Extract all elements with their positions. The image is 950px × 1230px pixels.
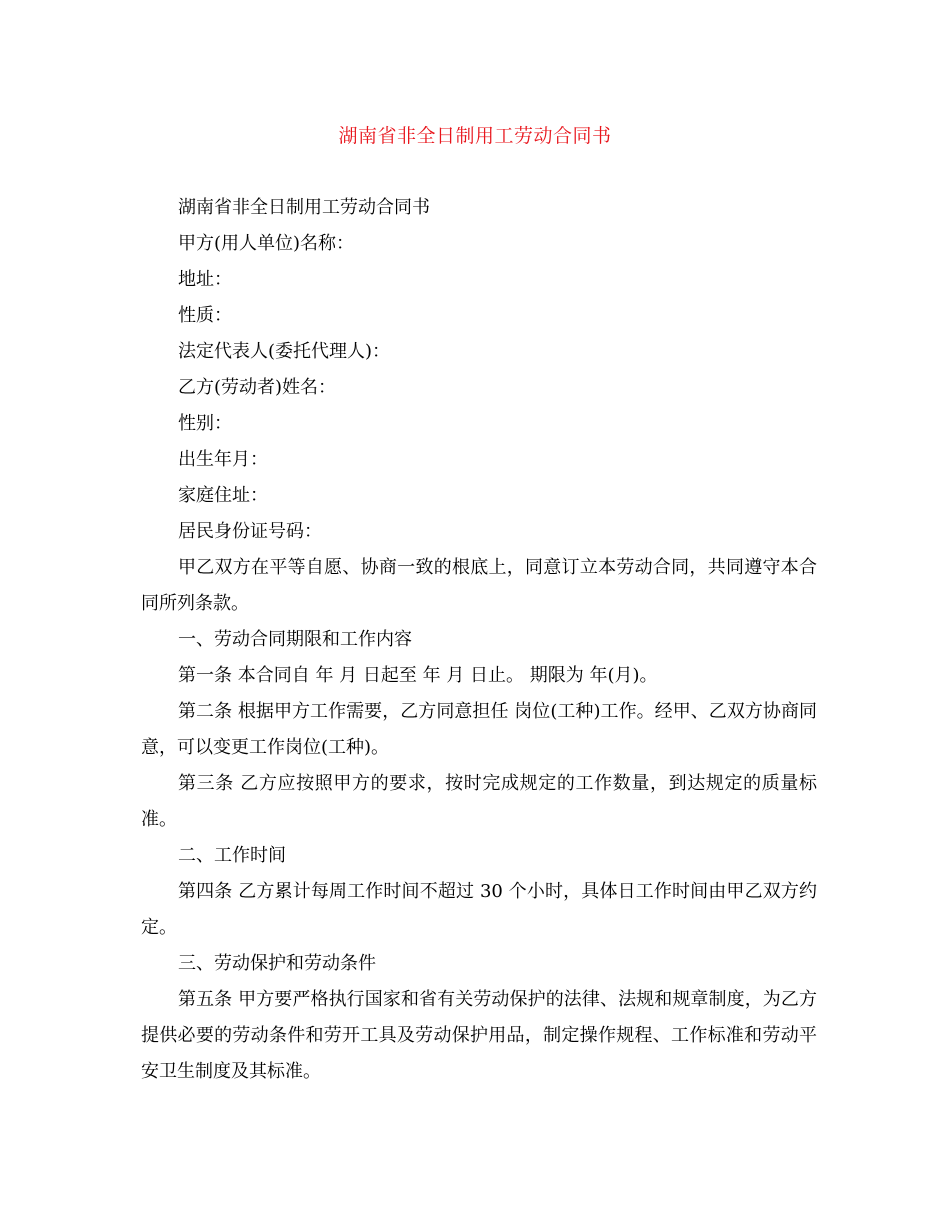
paragraph-home-address: 家庭住址： xyxy=(178,485,268,506)
section-heading-1: 一、劳动合同期限和工作内容 xyxy=(178,629,412,650)
document-title: 湖南省非全日制用工劳动合同书 xyxy=(338,125,612,147)
document-body xyxy=(141,190,817,1090)
paragraph-id-number: 居民身份证号码： xyxy=(178,521,322,542)
paragraph-birth-date: 出生年月： xyxy=(178,449,268,470)
paragraph-legal-representative: 法定代表人(委托代理人)： xyxy=(178,341,391,362)
section-heading-3: 三、劳动保护和劳动条件 xyxy=(178,953,376,974)
article-1: 第一条 本合同自 年 月 日起至 年 月 日止。 期限为 年(月)。 xyxy=(178,665,658,686)
paragraph-address: 地址： xyxy=(178,269,232,290)
paragraph-agreement: 甲乙双方在平等自愿、协商一致的根底上，同意订立本劳动合同，共同遵守本合同所列条款。 xyxy=(141,557,817,614)
paragraph-party-b-name: 乙方(劳动者)姓名： xyxy=(178,377,337,398)
article-5: 第五条 甲方要严格执行国家和省有关劳动保护的法律、法规和规章制度，为乙方提供必要的劳动条件和劳开工具及劳动保护用品，制定操作规程、工作标准和劳动平安卫生制度及其标准。 xyxy=(141,989,817,1082)
article-2: 第二条 根据甲方工作需要，乙方同意担任 岗位(工种)工作。经甲、乙双方协商同意，可以变更工作岗位(工种)。 xyxy=(141,701,817,758)
paragraph-gender: 性别： xyxy=(178,413,232,434)
article-3: 第三条 乙方应按照甲方的要求，按时完成规定的工作数量，到达规定的质量标准。 xyxy=(141,773,817,830)
article-4: 第四条 乙方累计每周工作时间不超过 30 个小时，具体日工作时间由甲乙双方约定。 xyxy=(141,881,817,938)
paragraph-party-a-name: 甲方(用人单位)名称： xyxy=(178,233,355,254)
paragraph-heading: 湖南省非全日制用工劳动合同书 xyxy=(178,197,430,218)
paragraph-nature: 性质： xyxy=(178,305,232,326)
section-heading-2: 二、工作时间 xyxy=(178,845,286,866)
